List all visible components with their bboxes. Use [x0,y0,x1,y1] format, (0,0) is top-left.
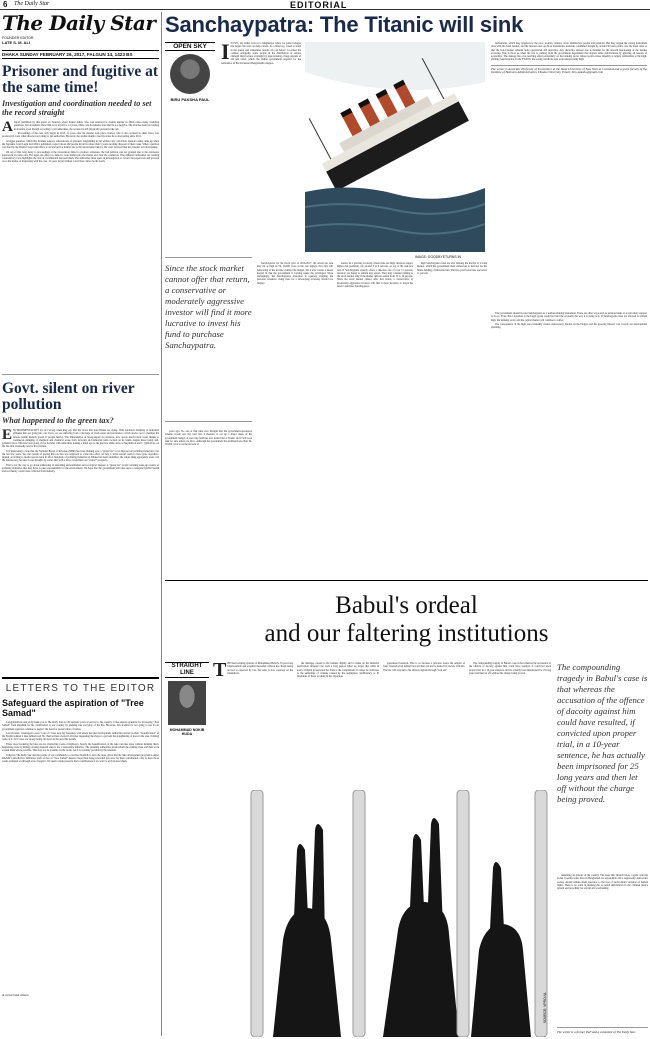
editorial-body [2,429,159,647]
section-label: EDITORIAL [290,0,348,10]
letter-signature: A concerned citizen [2,993,29,997]
dropcap: E [2,429,13,443]
paragraph: NVIRONMENTALISTS are not wrong when they say that the rivers that feed Dhaka are dying. With relentless dumping of industrial effluents that are going into our rivers, we are suffering from a shortage of fresh water and prevalence of fish stocks, not to mention the serious health hazards posed to people hereby. The Shitalakshya in Narayanganj for instance, now sports much black water thanks to continuous dumping of chemical and chemical waste from factories and industrial units located on its banks despite those being anti-pollution laws. This has been going on for decades with authorities turning a blind eye to the practice while areas of Nayabhit-A and C typhoid are on the rise that eventually lead to liver failure. [2,429,159,449]
paragraph: nation. In a growing economy where risks are high, investors expect higher risk premium, say around 5 to 6 percent, on top of the risk-free rate. If Sanchaypatra already offers a risk-free rate of over 11 percent, investors are happy to remain lazy savers. They may consider rushing to the stock market only if the market delivers return from 15 to 16 percent. Since the stock market cannot offer that return, a conservative or moderately aggressive investor will find it more lucrative to invest his fund to purchase Sanchaypatra. [337,262,413,288]
article-column [297,662,379,782]
article-column [417,262,487,567]
column-tag: OPEN SKY [165,42,215,51]
article-column [383,662,465,782]
paragraph: It is interesting to note that the National Board of Revenue (NBR) has been mulling over a "green tax" to be imposed on polluting industries over the last few years. Yet, the system of paying this tax that was supposed to come into effect on July 1, 2014 doesn't seem to have gone anywhere. Indeed, according to media reports back in 2014, hundreds of polluting industries in Dhaka had been identified, the whole thing apparently went cold the bureaucracy because it was thought, by some, that such a move would hurt our "export" prospects. [2,449,159,463]
masthead [2,12,159,50]
article-column [491,312,647,567]
pull-quote-text: Since the stock market cannot offer that return, a conservative or moderately aggressive investor will find it more lucrative to invest his fund to purchase Sanchaypatra. [165,263,252,350]
paragraph: guaranteed freedom. This is so because a prisoner wears the armour of basic freedom even behind bars and that can not be denied by lawless officials. The law will respond to his distress signals through "writ aid". [383,662,465,672]
author-bio: The writer is a former IGP and a columnist of The Daily Star. [557,1027,648,1034]
titanic-illustration [305,42,485,252]
article-column [469,662,551,782]
pull-quote-text: The compounding tragedy in Babul's case is that whereas the accusation of the offence of dacoity against him could have resulted, if convicted upon proper trial, in a 10-year sentence, he has actually been imprisoned for 25 long years and then let off without the charge being proved. [557,662,648,804]
paragraph: On top of this long delay to proceedings at the prosecution failed to produce witnesses, the bail petition was not granted due to the erroneous paperwork on some end. The legal aid office too failed to look further into the matter and clear the confusion. That different authorities are relating contradictory facts highlights the lack of coordination between them. The authorities must open an investigation to correct the paperwork and proceed on to the matter of dispensing with the case. 12 years in jail without conviction cannot be the norm. [2,150,159,164]
paragraph: I implore The Daily Star and the people of our community to convince RAJUK to save the trees, given that the lake development program is under RAJUK's jurisdiction. Initiatives such as that of "Tree Samad" deserve more than being rewarded just once for their contribution, only to have those works trampled on through acts of neglect. We need to help preserve their contributions if we want to truly honour them. [2,753,159,764]
founder-name: LATE S. M. ALI [2,40,30,45]
paragraph: That is not the way to go about addressing an unfolding environmental and ecological disaster. A "green tax" would certainly wake up owners of polluting industries that they have to take responsibility for the environment. We hope that the government will take steps to safeguard public health and not merely count taxes collected from industry. [2,463,159,474]
letters-heading: LETTERS TO THE EDITOR [2,677,159,694]
article-column [221,42,301,242]
paragraph: Congratulations and a big thank you to The Daily Star for 26 fantastic years of service to the country. I take express gratitude for increasing "Tree Samad" from Rajshahi for his contribution to our country by planting tree everyday of his life. However, this tradition is not going to last if our government agencies continue to neglect the need for preservation of nature. [2,721,159,731]
paragraph: The government should not use Sanchaypatra as a welfare-making instrument. There are other ways such as pension funds or social safety support to do so. Even direct donation to the target group would not hurt the economy the way it is doing now. If Sanchaypatra rates are allowed to remain high, the banking sector and the capital market will continue to suffer. [491,312,647,322]
section-divider [165,580,648,581]
paragraph: report published by this paper on Saturday about Kamol Khan, who was arrested for double murder in 2004, raises many troubling questions. Jail documents show him to be in jail for 12 years, while case documents state that he is a fugitive. The trial has been proceeding in absentia, even though according to jail authorities, the accused is still physically present in the jail. [13,121,159,131]
pull-quote [165,257,252,422]
page-number: 6 [3,0,8,9]
letter-body [2,721,159,991]
author-photo [170,54,210,94]
paragraph: high Sanchaypatra rates are also missing the motive of a bond market, which the government must endeavour to develop for the future funding of infrastructure. The five-year bond rates are below 11 percent. [417,262,487,275]
editorial-title: Govt. silent on river pollution [2,380,135,413]
dateline: DHAKA SUNDAY FEBRUARY 26, 2017, FALGUN 14, 1423 BS [2,50,159,59]
dropcap: I [221,42,230,64]
column-byline [165,42,215,102]
article-column [257,262,333,567]
article-column [557,874,648,1024]
prison-bars-image [213,790,553,1037]
paragraph: remaining 42 prisons of the country. The issue that should follow cogent concerns is that it seems some lives in Bangladesh are expendable and a supposedly democratic society should remain silent spectator to the loss of such blatant violation of human rights. There is no point in blaming the so-called deficiencies in the criminal justice system and preaching for reform and overhauling. [557,874,648,890]
paragraph: N 1971, my father took us to Meghalaya where we joined refugee life began. We were on daily rations. As a little boy, I used to stand in the queue and sometimes rations ran out before I reached the counter. Allegedly, some people in the distribution of rations changed their fortune overnight by appropriating a huge amount of aid and relief, which the Indian government targeted for the sustenance of the devastated Bangladeshi refugees. [221,42,301,65]
author-name: BIRU PAKSHA PAUL [170,97,210,102]
editorial-deck: Investigation and coordination needed to set the record straight [2,99,152,117]
pull-quote [557,662,648,867]
dropcap: A [2,121,13,135]
page-header [0,0,650,10]
editorial-title: Prisoner and fugitive at the same time! [2,63,158,96]
author-photo [168,681,206,725]
editorial-river-pollution [2,381,159,647]
main-area [165,12,648,1037]
image-credit: IMAGE: GOODBYETURNS.IN [415,255,461,259]
paragraph: Proceedings of the case only began in 2013, 11 years after the murder took place. Kamol, who is also accused in other cases, was produced in court when directed according to jail authorities. However, the double murder case file states he is absconding since 2011. [2,131,159,139]
sinking-ship-image [305,42,485,252]
article-title: Sanchaypatra: The Titanic will sink [165,12,524,37]
letter-title: Safeguard the aspiration of "Tree Samad" [2,698,144,718]
founder-label: FOUNDER EDITOR [2,36,34,40]
dropcap: T [213,662,227,681]
column-tag: STRAIGHT LINE [165,662,209,678]
article-column [213,662,293,782]
title-line: Babul's ordeal [335,592,478,619]
divider [2,374,159,375]
paragraph: Last October, I managed to save 5 out of 7 trees near my boundary wall where the lake development authorities started on their "beautification" of the North Gulshan 2 lake behind road 50. I had written a letter in October requesting the mayor to prevent the slaughtering of trees in the area. Nothing came of it. Now trees are slowly being cut down in the area this month. [2,731,159,742]
paragraph: instruments, which they targeted for the poor, women, retirees, lower middleclass people and pensions. But they tagged the saving instrument rates with the bond market, and the interest rates on those instruments maintain a skimmed margin by around 50 basis points over the bond rates so that the bond market remains quite operational and attractive. Any distortive interest rate is harmful for the smooth functioning of the market economy. This is more so when the rate is coming from the government department that signals some stubbornness by ignoring all lessons of economics. The damage has a far-reaching effect particularly on the banking sector whose recent excess liquidity is largely attributable to the high-yielding Sanchaypatra. In the FY2016, the saving certificate sale went unexpectedly high. [491,42,647,62]
newspaper-logo: The Daily Star [2,11,156,35]
article-column [165,430,252,565]
title-line: and our faltering institutions [264,620,549,647]
founder-credit [2,36,159,45]
paragraph: Sanchaypatra for the fiscal year of 2016-2017, the actual net sale may hit as high as Tk. 50,000 crore as the rate signals. Not only still ballooning of the income clubbed the budget, but it also creates a moral hazard in that the government is locking tenets the privileged. More damagingly, the Sanchaypatra distortion is squarely trapping the personal treasures: rising rates for a developing economy should not display. [257,262,333,285]
column-byline [165,662,209,736]
paragraph: A bigger question: which this incident raises is whereabouts of prisoners languishing in jail without any conviction. Kamol's name came up when the Supreme Court Legal Aid Office submitted a report about 462 people in jail for more than 5 years awaiting disposal of their cases. When a petition was filed by the District Legal Aid Office to secure bail for Kamol due to the unwarranted delays, the court declared that the prisoner was absconding. [2,139,159,150]
paragraph: years ago. No one at that time ever thought that the government-sponsored scheme would one day turn into a monster to eat up a major share of the government budget. A once tiny fund has now turned into a Titanic and it will soon sink for sure unless we fix it. Although the government has estimated less than Tk. 20,000 crore to be the net sale of [165,430,252,446]
paragraph: HE heart-rending episode of Mohammad Babul's 25-year-long imprisonment and acquittal thereafter without the charge being proved at expected by law, the onus is now squarely on the institutions. [227,662,293,675]
header-paper-name: The Daily Star [14,1,50,7]
article-title [165,592,648,648]
author-bio: The writer is Associate Professor of Economics at the State University of New York at Cortland and a guest faculty of the Institute of Business Administration, Dhaka University. Email: biru.paksha@gmail.com [491,66,647,74]
article-column [337,262,413,567]
article-column [491,42,647,322]
paragraph: the damages caused to his bemuse dignity and to make up the financial deprivation suffered over such a long period. Must we forget that while in every criminal prosecution the State is the complainant, it cannot be oblivious to the sufferings of citizens caused by the negligence, inefficiency or ill intentions of those working in the apparatus. [297,662,379,678]
author-name: MOHAMMAD NOKIB HUDA [169,728,205,736]
editorial-deck: What happened to the green tax? [2,416,114,425]
hands-behind-bars-illustration [213,790,553,1037]
editorial-prisoner [2,64,159,368]
left-column [2,12,159,1037]
letters-section [2,677,159,1037]
paragraph: The consequence of the high rate eventually creates unnecessary burden on the budget, and the growing interest cost crowds out development spending. [491,322,647,330]
image-credit: SOURCE: VPRO.NL [543,992,547,1024]
editorial-body [2,121,159,368]
paragraph: These trees bordering the lake are not obstructing roads or highways. Surely, the beautification of the lake can take place without harming them. Replanting trees by killing existing matured ones is not a reasonable initiative. The planning authorities should mark the existing trees and then work around them where possible. This may not be possible on the roads, but it is certainly possible by the lakeside. [2,742,159,753]
paragraph: The compounding tragedy in Babul's case is that whereas the accusation of the offence of dacoity against him could have resulted, if convicted upon proper trial, in a 10-year sentence, he has actually been imprisoned for 25 long years and then let off without the charge being proved. [469,662,551,675]
column-divider [161,12,162,1036]
